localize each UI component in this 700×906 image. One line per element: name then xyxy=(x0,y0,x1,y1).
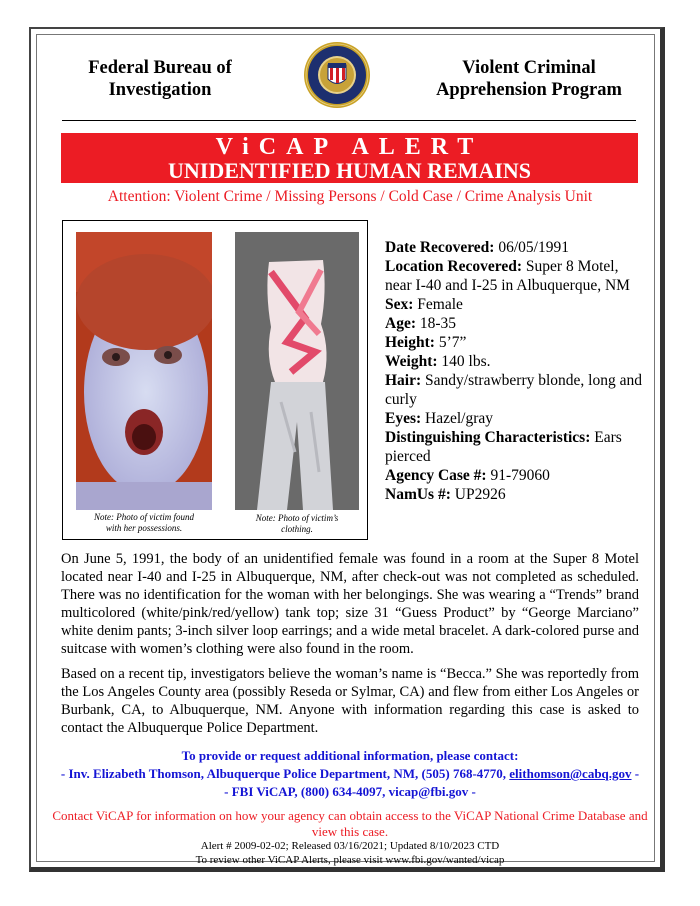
detail-sex: Sex: Female xyxy=(385,296,463,313)
banner-subtitle: UNIDENTIFIED HUMAN REMAINS xyxy=(167,158,532,183)
alert-number: Alert # 2009-02-02; Released 03/16/2021; Updated 8/10/2023 CTD xyxy=(200,840,500,852)
footer xyxy=(40,839,660,867)
detail-age: Age: 18-35 xyxy=(385,315,457,332)
email-link[interactable]: elithomson@cabq.gov xyxy=(509,766,632,781)
victim-face-photo xyxy=(76,232,212,510)
contact-line-2: - FBI ViCAP, (800) 634-4097, vicap@fbi.gov - xyxy=(224,784,476,799)
detail-eyes: Eyes: Hazel/gray xyxy=(385,410,494,427)
victim-clothing-photo xyxy=(235,232,359,510)
header-divider xyxy=(62,120,636,121)
fbi-seal-icon xyxy=(303,41,371,109)
contact-block xyxy=(40,747,660,801)
vicap-heading: Violent Criminal Apprehension Program xyxy=(436,58,622,100)
detail-date: Date Recovered: 06/05/1991 xyxy=(385,239,569,256)
detail-namus: NamUs #: UP2926 xyxy=(385,486,506,503)
vicap-access-note: Contact ViCAP for information on how your agency can obtain access to the ViCAP National Crime Database and view this case. xyxy=(52,808,648,839)
website-note: To review other ViCAP Alerts, please visit www.fbi.gov/wanted/vicap xyxy=(195,854,505,866)
alert-banner xyxy=(61,133,638,183)
contact-heading: To provide or request additional information, please contact: xyxy=(181,748,519,763)
detail-characteristics: Distinguishing Characteristics: Ears pierced xyxy=(385,429,622,465)
fbi-heading: Federal Bureau of Investigation xyxy=(88,58,232,100)
detail-weight: Weight: 140 lbs. xyxy=(385,353,491,370)
detail-agency-case: Agency Case #: 91-79060 xyxy=(385,467,550,484)
detail-location: Location Recovered: Super 8 Motel, near I-40 and I-25 in Albuquerque, NM xyxy=(385,258,630,294)
contact-line-1: - Inv. Elizabeth Thomson, Albuquerque Police Department, NM, (505) 768-4770, elithomson@cabq.gov - xyxy=(60,766,640,781)
victim-details xyxy=(385,238,645,504)
attention-line: Attention: Violent Crime / Missing Persons / Cold Case / Crime Analysis Unit xyxy=(107,188,593,205)
photo-caption-1: Note: Photo of victim found with her possessions. xyxy=(94,512,194,533)
tip-narrative: Based on a recent tip, investigators believe the woman’s name is “Becca.” She was reportedly from the Los Angeles County area (possibly Reseda or Sylmar, CA) and flew from either Los Angeles or Burbank, CA, to Albuquerque, NM. Anyone with information regarding this case is asked to contact the Albuquerque Police Department. xyxy=(61,666,639,736)
detail-hair: Hair: Sandy/strawberry blonde, long and curly xyxy=(385,372,642,408)
photo-caption-2: Note: Photo of victim’s clothing. xyxy=(255,513,339,534)
banner-title: ViCAP ALERT xyxy=(215,134,484,160)
case-narrative: On June 5, 1991, the body of an unidentified female was found in a room at the Super 8 Motel located near I-40 and I-25 in Albuquerque, NM, after check-out was not completed as scheduled. There was no identification for the woman with her belongings. She was wearing a “Trends” brand multicolored (white/pink/red/yellow) tank top; size 31 “Guess Product” by “George Marciano” white denim pants; 3-inch silver loop earrings; and a wide metal bracelet. A dark-colored purse and suitcase with women’s clothing were also found in the room. xyxy=(61,551,639,657)
detail-height: Height: 5’7” xyxy=(385,334,467,351)
